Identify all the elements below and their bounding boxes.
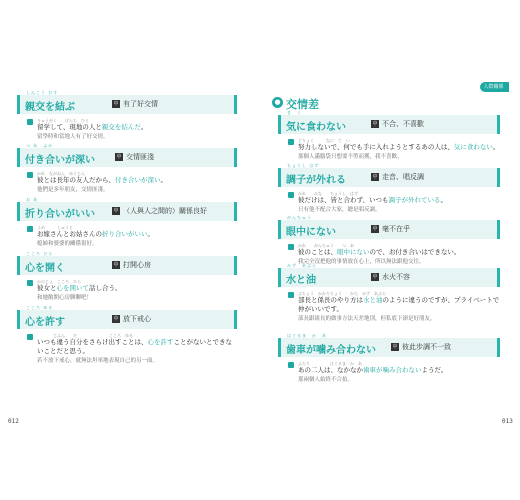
vocab-entry: がんちゅう 眼中にない 中 毫不在乎 かれ がんちゅう つ あ 彼のことは、眼中にないので、お付き合いはできない。 我完全沒把他的事情放在心上，所以無法跟他交往。 (278, 220, 500, 266)
example-icon (27, 334, 33, 340)
example-icon (27, 172, 33, 178)
meaning-icon: 中 (113, 208, 119, 214)
translation: 他們是多年朋友，交情匪淺。 (37, 187, 109, 193)
meaning-icon: 中 (392, 344, 398, 350)
vocab-entry: ちょうし はず 調子が外れる 中 走音、唱反調 かれ みな ちょうし はず 彼だけは、皆と合わず、いつも調子が外れている。 只有他不配合大家，總是唱反調。 (278, 168, 500, 214)
example-sentence: かのじょ こころ ひら 彼女と心を開いて話し合う。 (27, 279, 237, 293)
meaning-icon: 中 (372, 174, 378, 180)
translation: 若不放下戒心，就無法坦率地表現自己的另一面。 (37, 358, 159, 364)
vocab-meaning: 中 不合、不喜歡 (372, 120, 424, 128)
example-sentence: ふたり はぐるま か あ あの二人は、なかなか歯車が噛み合わないようだ。 (288, 361, 500, 375)
vocab-word: 折り合いがいい (25, 209, 95, 220)
vocab-meaning: 中 走音、唱反調 (372, 173, 424, 181)
meaning-icon: 中 (372, 226, 378, 232)
translation: 那個人滿腦袋只想要不勞而獲，我不喜歡。 (298, 154, 403, 160)
vocab-entry: き く 気に食わない 中 不合、不喜歡 どりょく なに て い 努力しないで、何でも手に入れようとするあの人は、気に食わない。 那個人滿腦袋只想要不勞而獲，我不喜歡。 (278, 115, 500, 161)
vocab-entry: はぐるま か あ 歯車が噛み合わない 中 彼此步調不一致 ふたり はぐるま か あ あの二人は、なかなか歯車が噛み合わないようだ。 那兩個人始終不合拍。 (278, 338, 500, 384)
example-sentence: りゅうがく げんち ひと 留学して、現地の人と親交を結んだ。 (27, 118, 237, 132)
example-sentence: ぶちょう かかりちょう かた みず あぶら 部長と係長のやり方は水と油のように違うのですが、プライベートで仲がいいです。 (288, 291, 500, 314)
vocab-meaning: 中 有了好交情 (113, 100, 158, 108)
vocab-entry: こころ ひら 心を開く 中 打開心房 かのじょ こころ ひら 彼女と心を開いて話し合う。 和她敞開心房聊聊吧！ (17, 256, 237, 302)
example-icon (288, 362, 294, 368)
translation: 只有他不配合大家，總是唱反調。 (298, 207, 381, 213)
bullet-icon: ● (272, 97, 283, 108)
vocab-word: 心を開く (25, 263, 65, 274)
example-sentence: どりょく なに て い 努力しないで、何でも手に入れようとするあの人は、気に食わない。 (288, 138, 500, 152)
page-number: 012 (8, 418, 19, 425)
meaning-icon: 中 (116, 154, 122, 160)
translation: 那兩個人始終不合拍。 (298, 377, 354, 383)
translation: 留學時和當地人有了好交情。 (37, 134, 109, 140)
vocab-word: 眼中にない (286, 227, 336, 238)
example-sentence: かれ みな ちょうし はず 彼だけは、皆と合わず、いつも調子が外れている。 (288, 191, 500, 205)
vocab-header (17, 90, 237, 114)
vocab-meaning: 中 放下戒心 (113, 315, 151, 323)
vocab-meaning: 中 彼此步調不一致 (392, 343, 451, 351)
vocab-entry (17, 90, 237, 141)
vocab-word: 水と油 (286, 275, 316, 286)
vocab-meaning: 中 打開心房 (113, 261, 151, 269)
vocab-word: 調子が外れる (286, 175, 346, 186)
example-icon (27, 226, 33, 232)
example-icon (288, 192, 294, 198)
vocab-word: 付き合いが深い (25, 155, 95, 166)
example-icon (288, 244, 294, 250)
translation: 媳婦和婆婆的關係很好。 (37, 241, 98, 247)
vocab-word: 気に食わない (286, 122, 346, 133)
vocab-entry: つ あ ふか 付き合いが深い 中 交情匪淺 かれ ながねん ゆうじん 彼とは長年の友人だから、付き合いが深い。 他們是多年朋友，交情匪淺。 (17, 148, 237, 194)
example-icon (288, 292, 294, 298)
vocab-entry: みず あぶら 水と油 中 水火不容 ぶちょう かかりちょう かた みず あぶら 部長と係長のやり方は水と油のように違うのですが、プライベートで仲がいいです。 部長跟組長的做事方法天差地別，但私底下卻是好朋友。 (278, 268, 500, 323)
example-sentence: かれ がんちゅう つ あ 彼のことは、眼中にないので、お付き合いはできない。 (288, 243, 500, 257)
word-furigana: しんこう むす (26, 90, 59, 95)
vocab-entry: お あ 折り合いがいい 中 （人與人之間的）關係良好 よめ しゅうと お嫁さんとお姑さんの折り合いがいい。 媳婦和婆婆的關係很好。 (17, 202, 237, 248)
example-sentence: かれ ながねん ゆうじん 彼とは長年の友人だから、付き合いが深い。 (27, 171, 237, 185)
page-number: 013 (502, 418, 513, 425)
example-sentence: じぶん だ こころ ゆる いつも違う自分をさらけ出すことは、心を許すことがないとできないことだと思う。 (27, 333, 237, 356)
vocab-meaning: 中 交情匪淺 (116, 153, 154, 161)
vocab-meaning: 中 （人與人之間的）關係良好 (113, 207, 207, 215)
example-icon (27, 280, 33, 286)
meaning-icon: 中 (113, 316, 119, 322)
vocab-meaning: 中 毫不在乎 (372, 225, 410, 233)
meaning-icon: 中 (113, 101, 119, 107)
translation: 部長跟組長的做事方法天差地別，但私底下卻是好朋友。 (298, 316, 436, 322)
example-icon (288, 139, 294, 145)
meaning-icon: 中 (113, 262, 119, 268)
example-icon (27, 119, 33, 125)
meaning-icon: 中 (372, 274, 378, 280)
translation: 我完全沒把他的事情放在心上，所以無法跟他交往。 (298, 259, 425, 265)
right-page (260, 0, 520, 500)
vocab-entry: こころ ゆる 心を許す 中 放下戒心 じぶん だ こころ ゆる いつも違う自分をさらけ出すことは、心を許すことがないとできないことだと思う。 若不放下戒心，就無法坦率地表現自己的另一面。 (17, 310, 237, 365)
vocab-meaning: 中 水火不容 (372, 273, 410, 281)
meaning-icon: 中 (372, 121, 378, 127)
example-sentence: よめ しゅうと お嫁さんとお姑さんの折り合いがいい。 (27, 225, 237, 239)
vocab-word: 心を許す (25, 317, 65, 328)
translation: 和她敞開心房聊聊吧！ (37, 295, 93, 301)
vocab-word: 親交を結ぶ (25, 102, 75, 113)
vocab-word: 歯車が噛み合わない (286, 345, 376, 356)
category-badge: 人際關係 (480, 82, 507, 92)
